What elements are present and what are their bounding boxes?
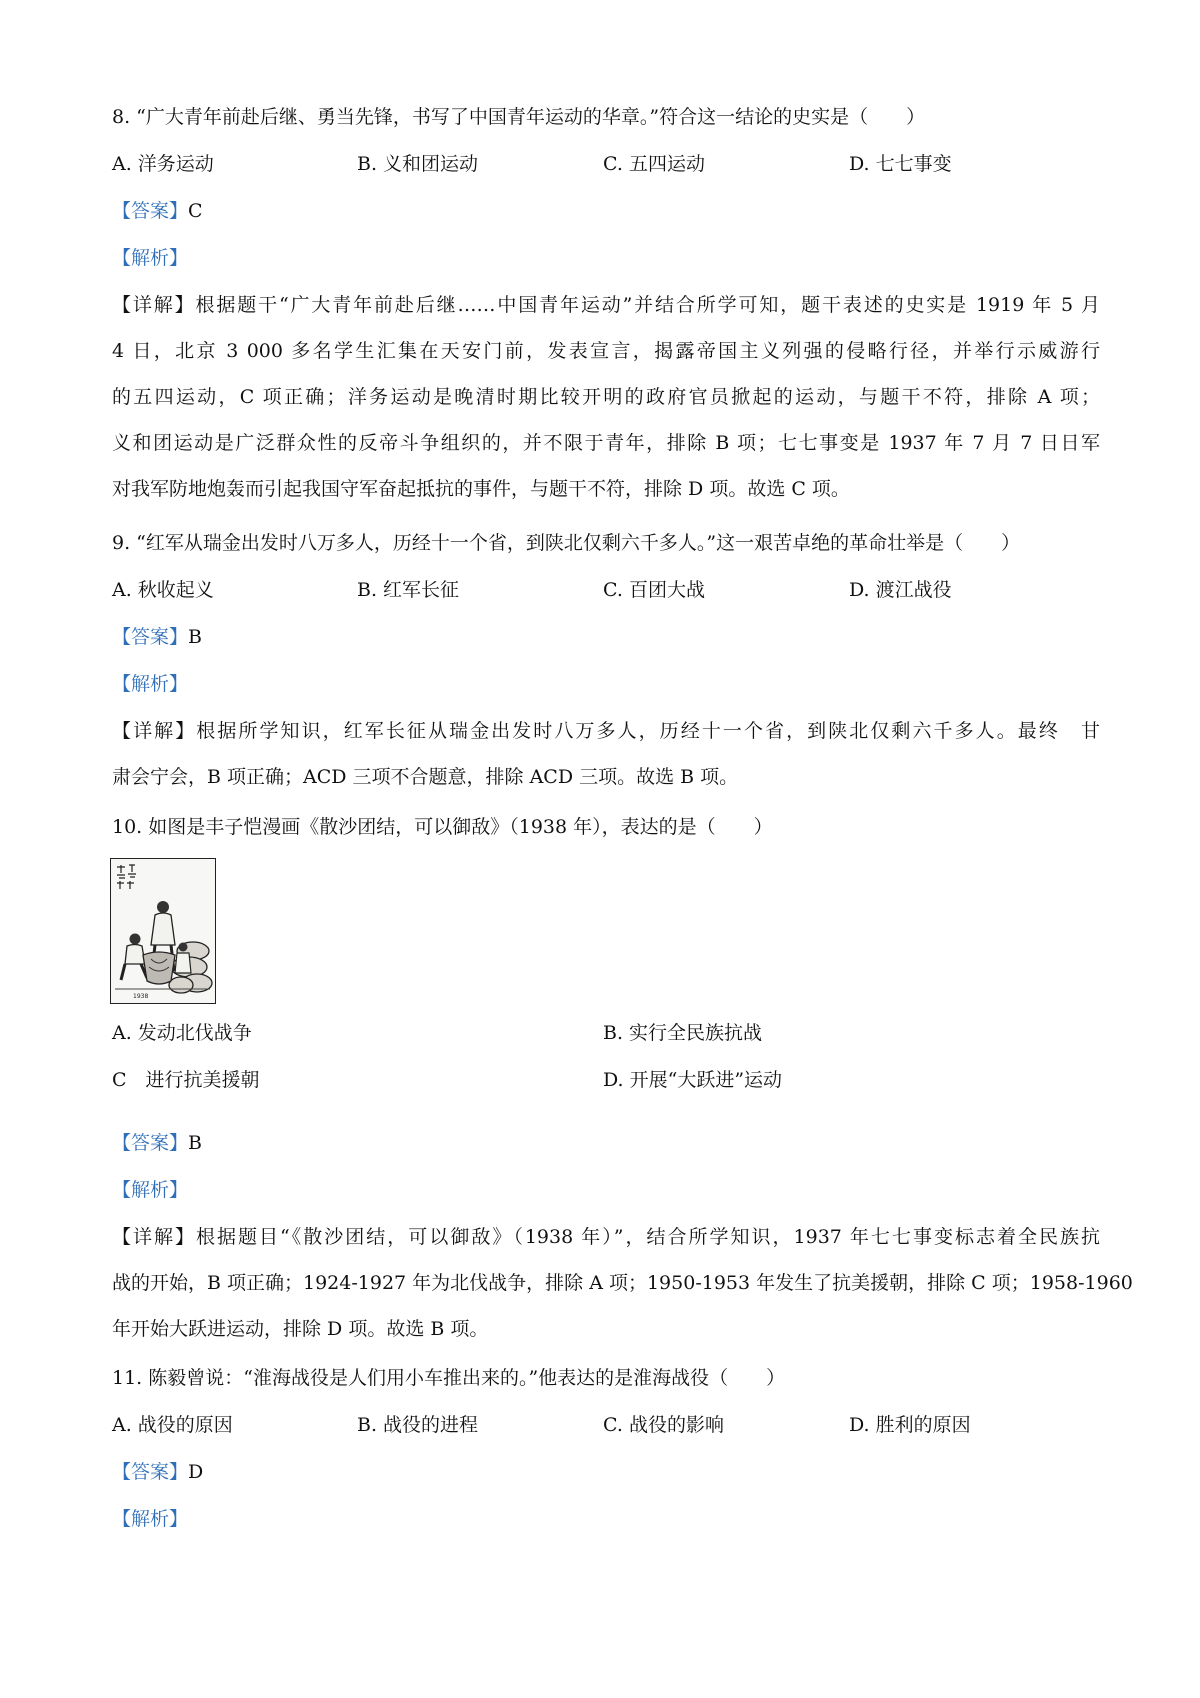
q8-analysis xyxy=(112,245,188,271)
q8-option-c: C. 五四运动 xyxy=(603,153,705,175)
q10-option-c: C 进行抗美援朝 xyxy=(112,1069,260,1091)
answer-tag: 【答案】 xyxy=(112,1132,189,1154)
q9-detail xyxy=(112,718,1100,810)
q8-detail xyxy=(112,292,1100,522)
answer-value: C xyxy=(188,200,203,222)
q9-option-b: B. 红军长征 xyxy=(357,579,460,601)
detail-line: 4 日，北京 3 000 多名学生汇集在天安门前，发表宣言，揭露帝国主义列强的侵略行径，并举行示威游行 xyxy=(112,340,1100,362)
answer-value: B xyxy=(188,626,202,648)
q11-analysis xyxy=(112,1506,188,1532)
detail-line: 肃会宁会，B 项正确；ACD 三项不合题意，排除 ACD 三项。故选 B 项。 xyxy=(112,766,739,788)
detail-line: 年开始大跃进运动，排除 D 项。故选 B 项。 xyxy=(112,1318,489,1340)
q11-option-a: A. 战役的原因 xyxy=(112,1414,233,1436)
detail-line: 战的开始，B 项正确；1924-1927 年为北伐战争，排除 A 项；1950-1953 年发生了抗美援朝，排除 C 项；1958-1960 xyxy=(112,1272,1133,1294)
q11-answer xyxy=(112,1459,203,1485)
q8-answer xyxy=(112,198,203,224)
q10-option-d: D. 开展“大跃进”运动 xyxy=(603,1069,783,1091)
detail-line: 【详解】根据题干“广大青年前赴后继……中国青年运动”并结合所学可知，题干表述的史实是 1919 年 5 月 xyxy=(112,294,1100,316)
analysis-tag: 【解析】 xyxy=(112,1508,189,1530)
q10-stem: 10. 如图是丰子恺漫画《散沙团结，可以御敌》（1938 年），表达的是（ ） xyxy=(112,816,773,838)
q9-option-c: C. 百团大战 xyxy=(603,579,705,601)
detail-line: 义和团运动是广泛群众性的反帝斗争组织的，并不限于青年，排除 B 项；七七事变是 1937 年 7 月 7 日日军 xyxy=(112,432,1100,454)
analysis-tag: 【解析】 xyxy=(112,1179,189,1201)
q10-detail xyxy=(112,1224,1133,1362)
detail-line: 的五四运动，C 项正确；洋务运动是晚清时期比较开明的政府官员掀起的运动，与题干不符，排除 A 项； xyxy=(112,386,1100,408)
q11-stem: 11. 陈毅曾说：“淮海战役是人们用小车推出来的。”他表达的是淮海战役（ ） xyxy=(112,1367,786,1389)
q11-option-d: D. 胜利的原因 xyxy=(849,1414,971,1436)
detail-line: 【详解】根据题目“《散沙团结，可以御敌》（1938 年）”，结合所学知识，1937 年七七事变标志着全民族抗 xyxy=(112,1226,1100,1248)
detail-line: 对我军防地炮轰而引起我国守军奋起抵抗的事件，与题干不符，排除 D 项。故选 C 项。 xyxy=(112,478,850,500)
q9-option-a: A. 秋收起义 xyxy=(112,579,214,601)
cartoon-caption: 1938 xyxy=(133,993,149,1000)
detail-tag: 【详解】 xyxy=(112,720,197,742)
q10-option-a: A. 发动北伐战争 xyxy=(112,1022,252,1044)
q11-option-b: B. 战役的进程 xyxy=(357,1414,479,1436)
q8-option-b: B. 义和团运动 xyxy=(357,153,479,175)
cartoon-image xyxy=(110,858,216,1004)
q10-analysis xyxy=(112,1177,188,1203)
q9-stem: 9. “红军从瑞金出发时八万多人，历经十一个省，到陕北仅剩六千多人。”这一艰苦卓绝的革命壮举是（ ） xyxy=(112,532,1021,554)
detail-tag: 【详解】 xyxy=(112,1226,197,1248)
answer-tag: 【答案】 xyxy=(112,200,189,222)
q9-option-d: D. 渡江战役 xyxy=(849,579,952,601)
q9-answer xyxy=(112,624,202,650)
q11-option-c: C. 战役的影响 xyxy=(603,1414,724,1436)
answer-tag: 【答案】 xyxy=(112,626,189,648)
answer-value: B xyxy=(188,1132,202,1154)
q10-answer xyxy=(112,1130,202,1156)
q8-option-d: D. 七七事变 xyxy=(849,153,952,175)
answer-value: D xyxy=(188,1461,204,1483)
q9-analysis xyxy=(112,671,188,697)
q8-stem: 8. “广大青年前赴后继、勇当先锋，书写了中国青年运动的华章。”符合这一结论的史实是（ ） xyxy=(112,106,926,128)
answer-tag: 【答案】 xyxy=(112,1461,189,1483)
detail-line: 【详解】根据所学知识，红军长征从瑞金出发时八万多人，历经十一个省，到陕北仅剩六千多人。最终 甘 xyxy=(112,720,1100,742)
analysis-tag: 【解析】 xyxy=(112,247,189,269)
q10-option-b: B. 实行全民族抗战 xyxy=(603,1022,763,1044)
analysis-tag: 【解析】 xyxy=(112,673,189,695)
q8-option-a: A. 洋务运动 xyxy=(112,153,214,175)
detail-tag: 【详解】 xyxy=(112,294,196,316)
cartoon-drawing xyxy=(111,859,214,1002)
